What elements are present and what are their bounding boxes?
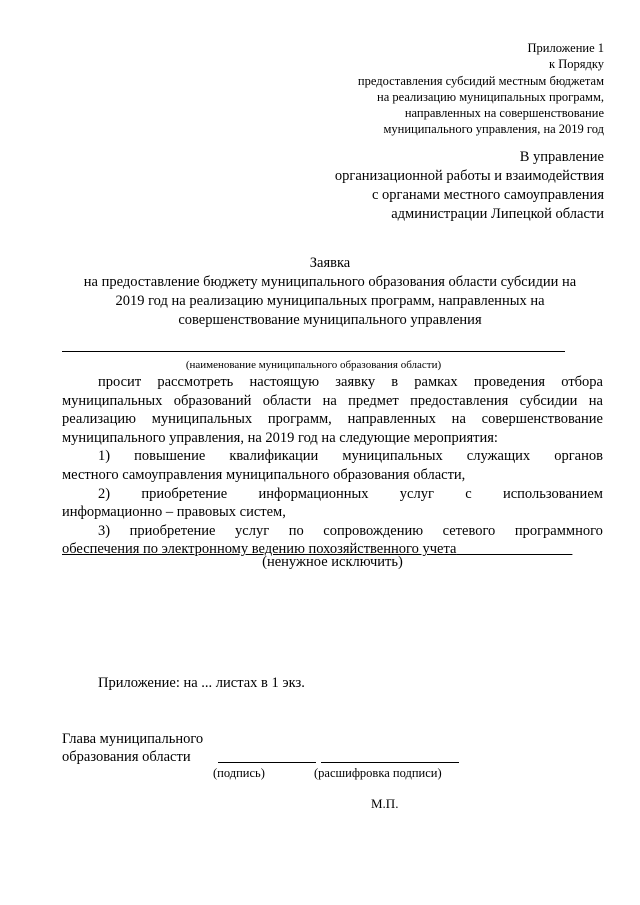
item-word: органов (554, 448, 603, 465)
request-paragraph: просит рассмотреть настоящую заявку в рамках проведения отбора муниципальных образований области на предмет предоставления субсидии на реализацию муниципальных программ, направленных на совершенствование муниципального управления, на 2019 год на следующие мероприятия: (62, 374, 603, 446)
signatory-position-line1: Глава муниципального (62, 731, 204, 747)
item-1-continuation: местного самоуправления муниципального образования области, (62, 466, 466, 483)
annex-line: направленных на совершенствование (404, 106, 604, 121)
item-2-first-line (62, 485, 603, 504)
item-word: услуг (399, 485, 434, 502)
request-body (62, 373, 603, 559)
item-word: повышение (134, 448, 206, 465)
item-word: по (288, 522, 304, 539)
item-number: 3) (98, 522, 111, 539)
item-word: информационных (258, 485, 369, 502)
annex-line: на реализацию муниципальных программ, (377, 89, 604, 104)
item-word: сопровождению (323, 522, 424, 539)
item-word: использованием (502, 485, 603, 502)
signatory-position-line2: образования области (62, 749, 191, 765)
item-number: 2) (98, 485, 111, 502)
signature-decode-line (321, 762, 459, 763)
item-word: приобретение (141, 485, 228, 502)
item-word: программного (514, 522, 603, 539)
addressee-block (335, 148, 604, 224)
item-word: муниципальных (342, 448, 443, 465)
item-word: с (465, 485, 472, 502)
item-word: услуг (235, 522, 270, 539)
title-line: на предоставление бюджету муниципального образования области субсидии на (83, 274, 577, 290)
title-line: 2019 год на реализацию муниципальных программ, направленных на (115, 293, 545, 309)
attachment-note: Приложение: на ... листах в 1 экз. (98, 675, 305, 691)
document-title (50, 254, 610, 330)
municipality-caption: (наименование муниципального образования области) (185, 359, 442, 371)
item-word: сетевого (442, 522, 496, 539)
municipality-name-line (62, 351, 565, 352)
addressee-line: В управление (519, 149, 604, 165)
addressee-line: с органами местного самоуправления (371, 187, 604, 203)
item-3-first-line (62, 522, 603, 541)
annex-line: предоставления субсидий местным бюджетам (357, 73, 604, 88)
item-number: 1) (98, 448, 111, 465)
title-heading: Заявка (309, 255, 351, 271)
annex-line: к Порядку (549, 57, 604, 72)
exclude-note: (ненужное исключить) (262, 554, 403, 570)
title-line: совершенствование муниципального управления (178, 312, 482, 328)
item-word: приобретение (129, 522, 216, 539)
item-word: служащих (466, 448, 531, 465)
annex-header (358, 40, 604, 138)
signature-line (218, 762, 316, 763)
stamp-place-label: М.П. (371, 796, 399, 811)
item-word: квалификации (229, 448, 319, 465)
addressee-line: организационной работы и взаимодействия (334, 168, 604, 184)
addressee-line: администрации Липецкой области (391, 206, 604, 222)
signature-decode-caption: (расшифровка подписи) (314, 766, 442, 780)
item-2-continuation: информационно – правовых систем, (62, 504, 286, 521)
signature-caption: (подпись) (213, 766, 265, 780)
item-1-first-line (62, 447, 603, 466)
item-3-continuation-text: обеспечения по электронному ведению похозяйственного учета (62, 541, 457, 558)
annex-line: муниципального управления, на 2019 год (383, 122, 604, 137)
annex-line: Приложение 1 (527, 41, 604, 55)
